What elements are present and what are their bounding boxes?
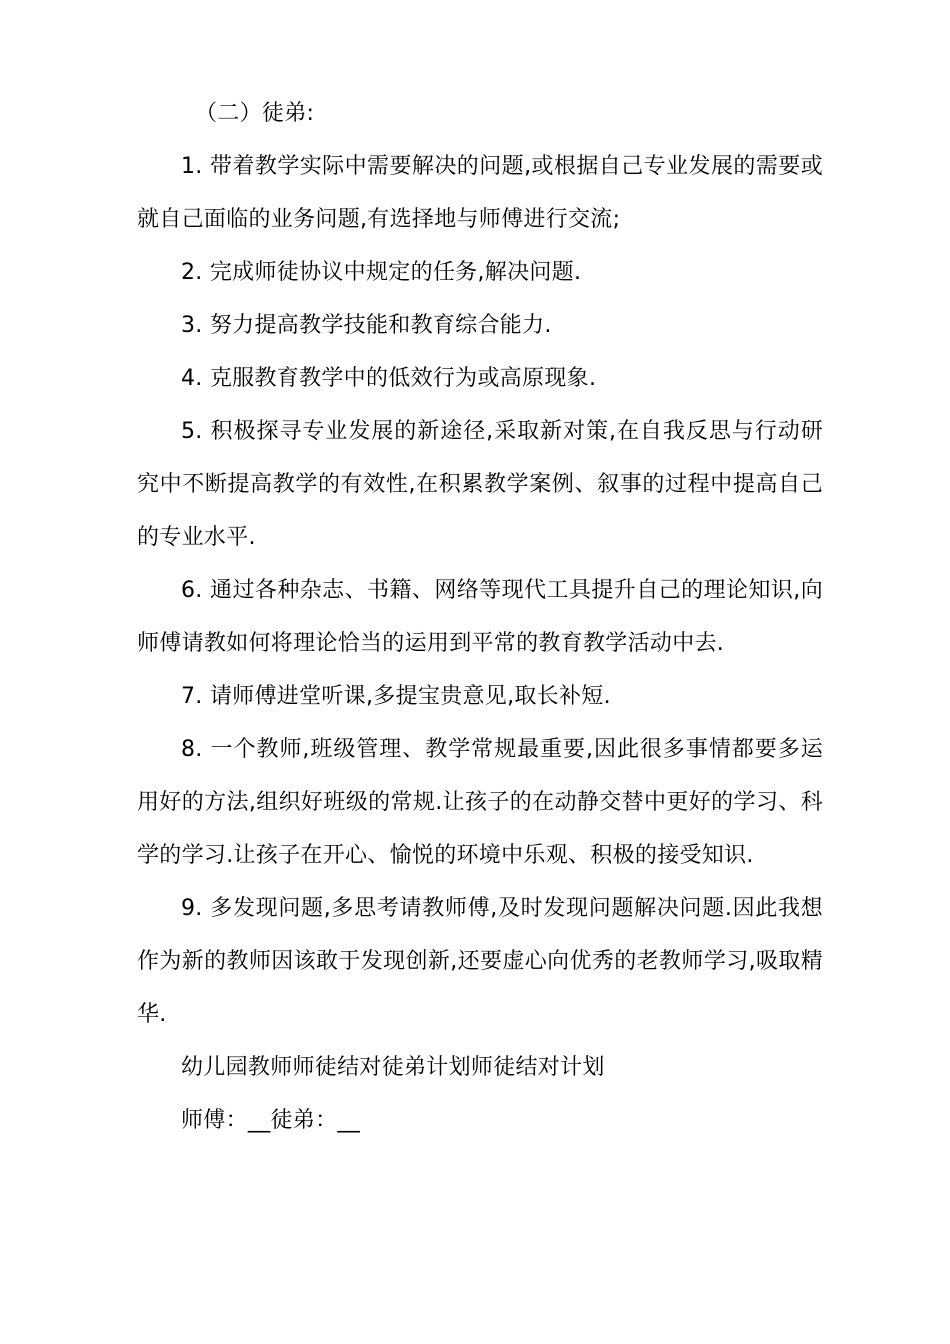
list-item: 2. 完成师徒协议中规定的任务,解决问题.: [181, 260, 582, 285]
document-body: [137, 87, 823, 1147]
next-section-title: 幼儿园教师师徒结对徒弟计划师徒结对计划: [181, 1055, 605, 1080]
list-item: 3. 努力提高教学技能和教育综合能力.: [181, 313, 552, 338]
list-item: 9. 多发现问题,多思考请教师傅,及时发现问题解决问题.因此我想作为新的教师因该敢于发现创新,还要虚心向优秀的老教师学习,吸取精华.: [137, 896, 823, 1027]
list-item: 8. 一个教师,班级管理、教学常规最重要,因此很多事情都要多运用好的方法,组织好班级的常规.让孩子的在动静交替中更好的学习、科学的学习.让孩子在开心、愉悦的环境中乐观、积极的接受知识.: [137, 737, 823, 868]
list-item: 7. 请师傅进堂听课,多提宝贵意见,取长补短.: [181, 684, 611, 709]
list-item: 6. 通过各种杂志、书籍、网络等现代工具提升自己的理论知识,向师傅请教如何将理论恰当的运用到平常的教育教学活动中去.: [137, 578, 823, 656]
list-item: 1. 带着教学实际中需要解决的问题,或根据自己专业发展的需要或就自己面临的业务问题,有选择地与师傅进行交流;: [137, 154, 823, 232]
list-item: 4. 克服教育教学中的低效行为或高原现象.: [181, 366, 597, 391]
signature-line: 师傅：__徒弟：__: [181, 1108, 361, 1133]
list-item: 5. 积极探寻专业发展的新途径,采取新对策,在自我反思与行动研究中不断提高教学的有效性,在积累教学案例、叙事的过程中提高自己的专业水平.: [137, 419, 823, 550]
section-heading: （二）徒弟:: [195, 101, 315, 126]
